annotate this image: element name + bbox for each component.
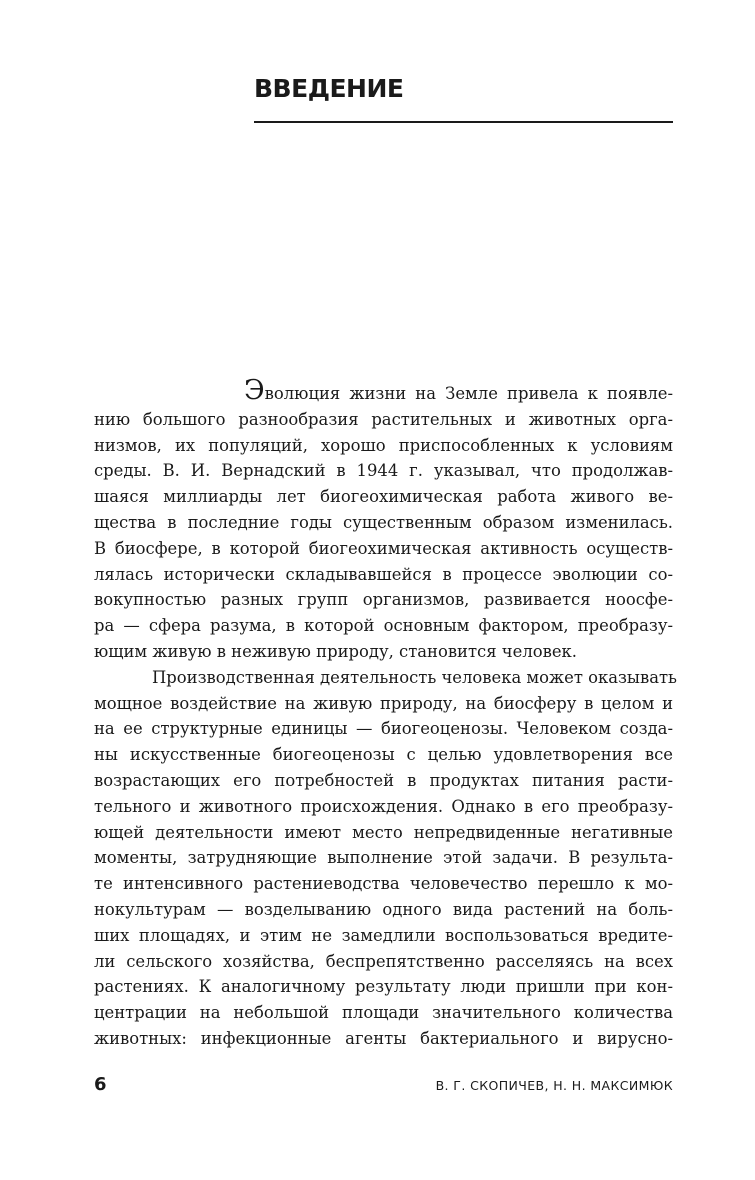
text-line: шаяся миллиарды лет биогеохимическая работа живого ве- bbox=[94, 487, 673, 507]
chapter-title: ВВЕДЕНИЕ bbox=[254, 74, 404, 103]
text-line: ющей деятельности имеют место непредвиденные негативные bbox=[94, 822, 673, 842]
paragraph-1 bbox=[94, 375, 673, 665]
text-line: лялась исторически складывавшейся в процессе эволюции со- bbox=[94, 564, 673, 584]
running-footer-authors: В. Г. СКОПИЧЕВ, Н. Н. МАКСИМЮК bbox=[435, 1078, 673, 1093]
text-line: низмов, их популяций, хорошо приспособленных к условиям bbox=[94, 435, 673, 455]
text-line: на ее структурные единицы — биогеоценозы. Человеком созда- bbox=[94, 719, 673, 739]
text-line: В биосфере, в которой биогеохимическая активность осуществ- bbox=[94, 538, 673, 558]
text-line: возрастающих его потребностей в продуктах питания расти- bbox=[94, 770, 673, 790]
text-line: Производственная деятельность человека может оказывать bbox=[152, 667, 677, 687]
text-line: среды. В. И. Вернадский в 1944 г. указывал, что продолжав- bbox=[94, 461, 673, 481]
text-line: центрации на небольшой площади значительного количества bbox=[94, 1003, 673, 1023]
text-line: мощное воздействие на живую природу, на биосферу в целом и bbox=[94, 693, 673, 713]
text-line bbox=[94, 375, 673, 407]
text-line: ли сельского хозяйства, беспрепятственно расселяясь на всех bbox=[94, 951, 673, 971]
text-line: ших площадях, и этим не замедлили воспользоваться вредите- bbox=[94, 925, 673, 945]
body-text bbox=[94, 375, 677, 1052]
text-line: те интенсивного растениеводства человечество перешло к мо- bbox=[94, 874, 673, 894]
text-line: вокупностью разных групп организмов, развивается ноосфе- bbox=[94, 590, 673, 610]
page-number: 6 bbox=[94, 1074, 107, 1095]
text-line: ны искусственные биогеоценозы с целью удовлетворения все bbox=[94, 745, 673, 765]
paragraph-2 bbox=[94, 665, 677, 1052]
dropcap-letter: Э bbox=[244, 375, 265, 406]
text-line: ра — сфера разума, в которой основным фактором, преобразу- bbox=[94, 616, 673, 636]
title-divider bbox=[254, 121, 673, 123]
text-line: нокультурам — возделыванию одного вида растений на боль- bbox=[94, 899, 673, 919]
text-line: тельного и животного происхождения. Однако в его преобразу- bbox=[94, 796, 673, 816]
text-line: моменты, затрудняющие выполнение этой задачи. В результа- bbox=[94, 848, 673, 868]
text-line: растениях. К аналогичному результату люди пришли при кон- bbox=[94, 977, 673, 997]
text-line: животных: инфекционные агенты бактериального и вирусно- bbox=[94, 1028, 673, 1048]
line-text: волюция жизни на Земле привела к появле- bbox=[264, 384, 673, 403]
text-line: нию большого разнообразия растительных и животных орга- bbox=[94, 409, 673, 429]
text-line: ющим живую в неживую природу, становится человек. bbox=[94, 641, 577, 661]
page-footer bbox=[94, 1074, 673, 1098]
text-line: щества в последние годы существенным образом изменилась. bbox=[94, 512, 673, 532]
